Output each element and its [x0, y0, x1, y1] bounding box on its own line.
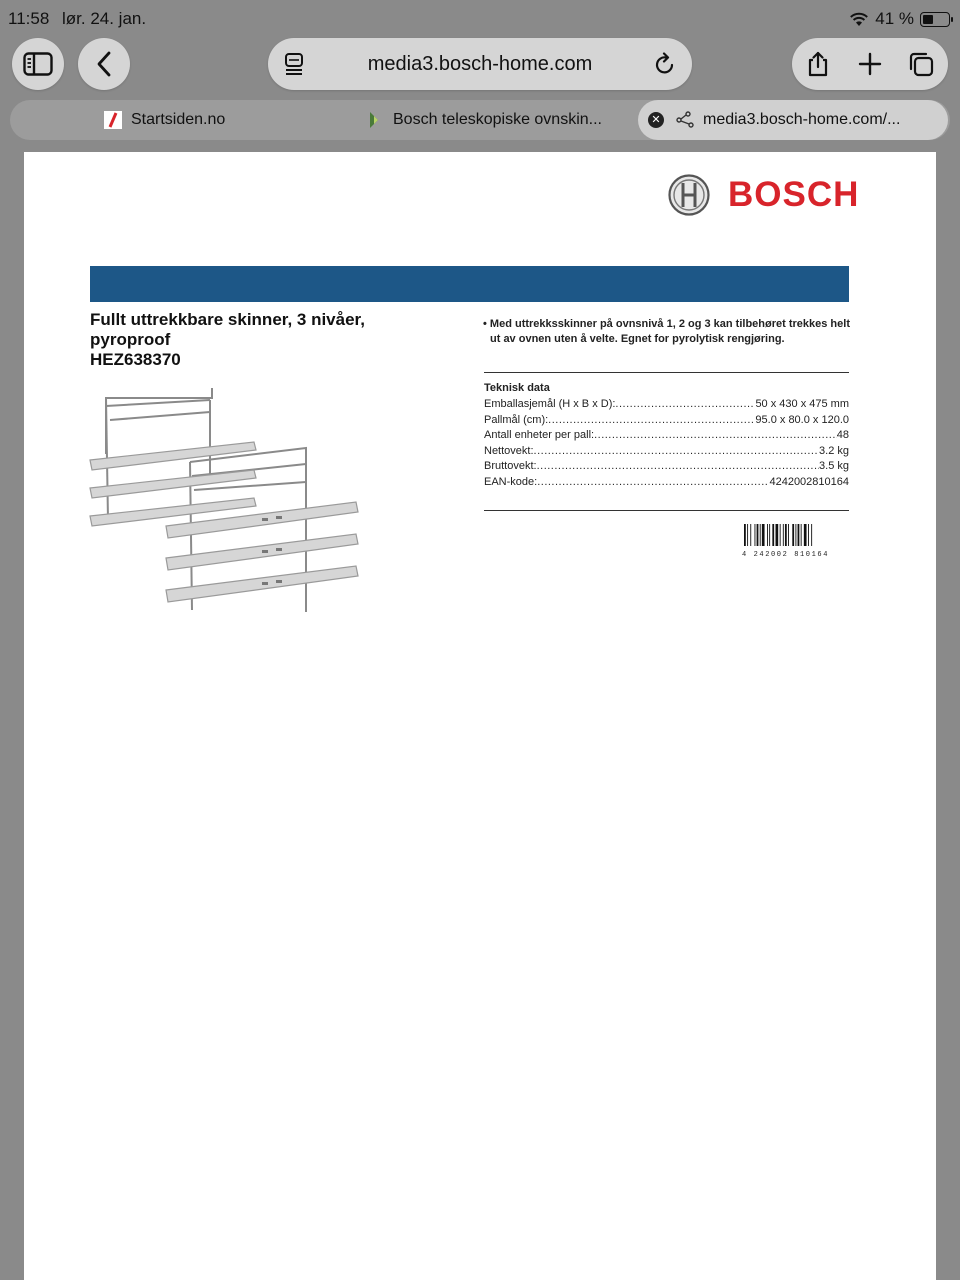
url-text: media3.bosch-home.com: [367, 53, 593, 75]
share-icon[interactable]: [805, 51, 831, 77]
tab-media3-active[interactable]: [638, 100, 948, 140]
sidebar-icon: [23, 52, 53, 76]
technical-data: [484, 382, 849, 490]
tab-label: Startsiden.no: [131, 111, 226, 128]
tech-value: 4242002810164: [769, 475, 849, 488]
tabs-overview-icon[interactable]: [908, 51, 934, 77]
ean-barcode: [742, 524, 838, 559]
divider-bottom: [484, 510, 849, 511]
tech-row: [484, 428, 849, 444]
tech-value: 50 x 430 x 475 mm: [755, 398, 849, 410]
tech-row: [484, 475, 849, 491]
tab-label: Bosch teleskopiske ovnskin...: [393, 111, 602, 128]
back-button[interactable]: [78, 38, 130, 90]
tech-value: 95.0 x 80.0 x 120.0: [755, 413, 849, 426]
tech-row: [484, 459, 849, 475]
tech-row: [484, 444, 849, 460]
chevron-left-icon: [96, 51, 112, 77]
tech-heading: Teknisk data: [484, 382, 550, 394]
close-tab-icon[interactable]: ✕: [648, 112, 664, 128]
tech-label: Antall enheter per pall:: [484, 429, 595, 441]
bosch-armature-icon: [668, 174, 710, 216]
tech-row: [484, 413, 849, 429]
tab-label: media3.bosch-home.com/...: [703, 111, 901, 128]
reload-icon[interactable]: [654, 52, 676, 76]
tech-label: EAN-kode:: [484, 475, 538, 488]
wifi-icon: [849, 12, 869, 27]
new-tab-icon[interactable]: [857, 51, 883, 77]
tab-bosch-skinner[interactable]: [366, 100, 602, 140]
tech-row: [484, 397, 849, 413]
toolbar-actions: [792, 38, 948, 90]
brand-wordmark: BOSCH: [728, 175, 860, 214]
battery-percent: 41 %: [875, 9, 914, 28]
barcode-number: 4 242002 810164: [742, 551, 830, 559]
status-time: 11:58: [8, 9, 50, 28]
startsiden-favicon-icon: [104, 111, 122, 129]
sidebar-button[interactable]: [12, 38, 64, 90]
address-bar[interactable]: [268, 38, 692, 90]
feature-bullet: • Med uttrekksskinner på ovnsnivå 1, 2 og 3 kan tilbehøret trekkes helt ut av ovnen uten å velte. Egnet for pyrolytisk rengjøring.: [483, 318, 850, 345]
bosch-favicon-icon: [366, 111, 384, 129]
tech-label: Emballasjemål (H x B x D):: [484, 398, 616, 410]
product-title: [90, 310, 420, 370]
network-icon: [676, 111, 694, 129]
product-model: HEZ638370: [90, 350, 181, 369]
bosch-logo: [668, 174, 859, 216]
product-title-line1: Fullt uttrekkbare skinner, 3 nivåer,: [90, 310, 365, 329]
tech-label: Bruttovekt:: [484, 460, 537, 472]
divider-top: [484, 372, 849, 373]
product-image: [86, 384, 386, 614]
status-right: [849, 9, 950, 29]
header-bar: [90, 266, 849, 302]
tech-label: Pallmål (cm):: [484, 413, 549, 426]
pdf-page: [24, 152, 936, 1280]
tech-label: Nettovekt:: [484, 444, 534, 457]
battery-icon: [920, 12, 950, 27]
feature-text: Med uttrekksskinner på ovnsnivå 1, 2 og 3 kan tilbehøret trekkes helt ut av ovnen uten å velte. Egnet for pyrolytisk rengjøring.: [489, 318, 850, 345]
tech-value: 3.2 kg: [819, 444, 849, 457]
barcode-image: [742, 524, 838, 546]
tech-value: 3.5 kg: [819, 460, 849, 472]
tech-value: 48: [836, 429, 849, 441]
status-date: lør. 24. jan.: [62, 9, 147, 28]
status-bar: [0, 0, 960, 36]
tab-startsiden[interactable]: [104, 100, 225, 140]
product-title-line2: pyroproof: [90, 330, 171, 349]
